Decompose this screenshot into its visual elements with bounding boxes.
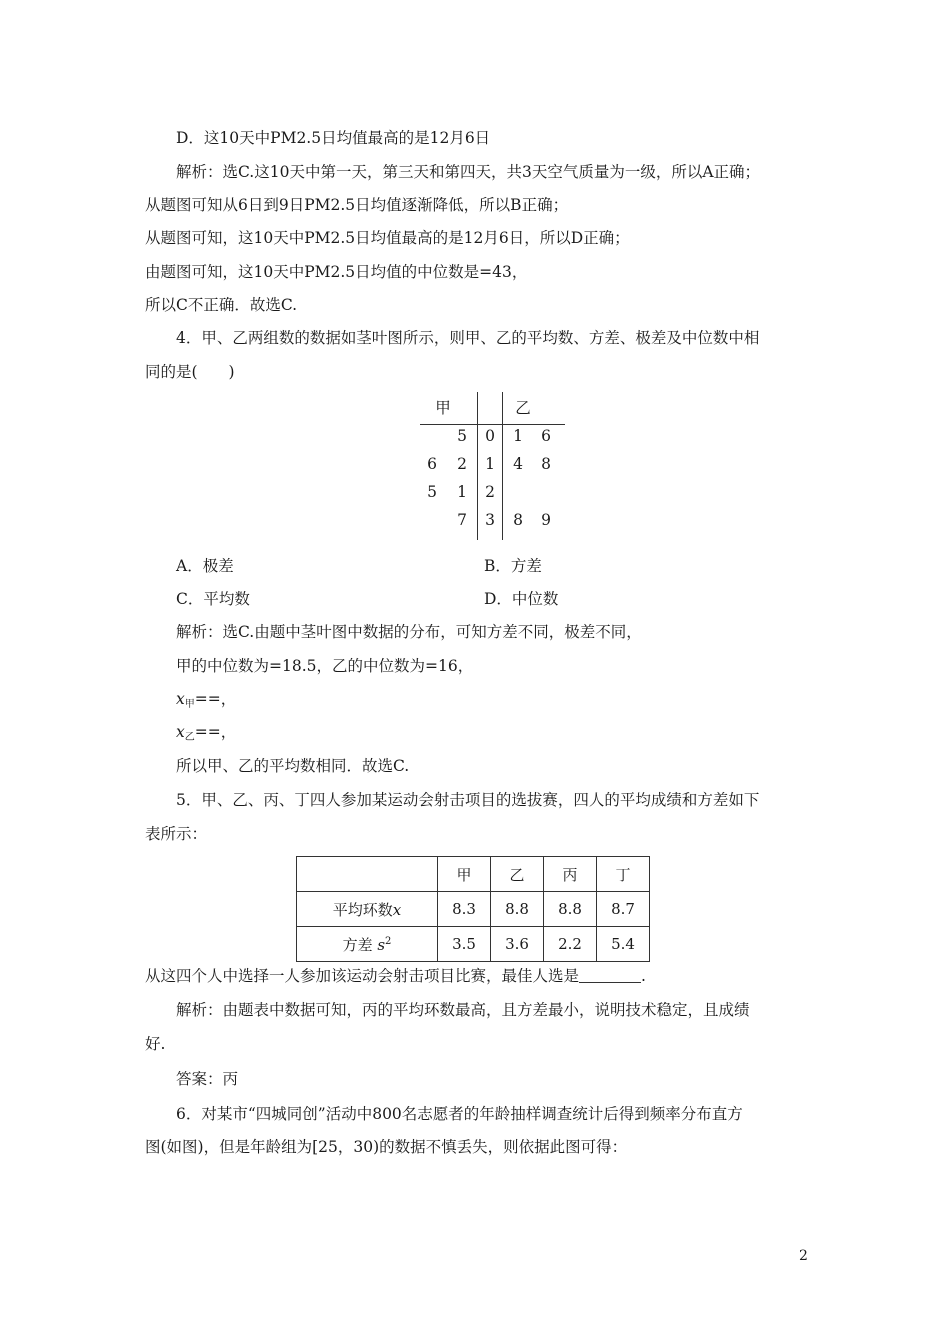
q5-question	[145, 966, 646, 986]
table-header: 乙	[491, 857, 544, 892]
table-cell: 8.8	[544, 892, 597, 927]
q4-option-d: D．中位数	[484, 590, 559, 608]
row-label	[297, 892, 438, 927]
stem-value: 3	[485, 511, 495, 529]
stem-leaf-divider	[477, 392, 478, 540]
table-header: 甲	[438, 857, 491, 892]
page-number: 2	[799, 1248, 808, 1264]
table-cell: 8.8	[491, 892, 544, 927]
score-table	[296, 856, 650, 962]
mean-sub: 乙	[184, 732, 195, 743]
table-corner	[297, 857, 438, 892]
q3-analysis-line: 从题图可知，这10天中PM2.5日均值最高的是12月6日，所以D正确；	[145, 229, 630, 247]
answer-blank	[579, 968, 641, 983]
q3-analysis-line: 由题图可知，这10天中PM2.5日均值的中位数是=43，	[145, 263, 528, 281]
table-cell: 5.4	[597, 927, 650, 962]
row-label-sup: 2	[385, 935, 392, 947]
leaf-right: 8	[513, 511, 523, 529]
q4-stem-cont: 同的是( )	[145, 363, 235, 381]
q5-question-end: .	[641, 967, 646, 985]
leaf-right: 9	[541, 511, 551, 529]
mean-eq: ==，	[194, 690, 237, 708]
stem-leaf-plot	[420, 392, 565, 542]
leaf-left: 5	[427, 483, 437, 501]
stem-leaf-left-header: 甲	[435, 399, 451, 417]
row-label-text: 平均环数	[332, 900, 393, 919]
q5-answer: 答案：丙	[176, 1070, 239, 1088]
leaf-right: 6	[541, 427, 551, 445]
table-row	[297, 892, 650, 927]
q3-analysis-line: 解析：选C.这10天中第一天，第三天和第四天，共3天空气质量为一级，所以A正确；	[176, 163, 761, 181]
table-cell: 3.5	[438, 927, 491, 962]
leaf-left: 1	[457, 483, 467, 501]
table-cell: 3.6	[491, 927, 544, 962]
q4-mean-yi	[176, 722, 236, 748]
q4-conclusion: 所以甲、乙的平均数相同．故选C.	[176, 757, 410, 775]
leaf-left: 2	[457, 455, 467, 473]
q6-stem: 6．对某市“四城同创”活动中800名志愿者的年龄抽样调查统计后得到频率分布直方	[176, 1105, 743, 1123]
stem-leaf-right-header: 乙	[515, 399, 531, 417]
table-header-row	[297, 857, 650, 892]
q5-stem: 5．甲、乙、丙、丁四人参加某运动会射击项目的选拔赛，四人的平均成绩和方差如下	[176, 791, 760, 809]
q5-stem-cont: 表所示：	[145, 825, 208, 843]
q4-stem: 4．甲、乙两组数的数据如茎叶图所示，则甲、乙的平均数、方差、极差及中位数中相	[176, 329, 760, 347]
q3-analysis-line: 所以C不正确．故选C.	[145, 296, 298, 314]
row-label-text: 方差	[342, 935, 378, 954]
row-label-var: s	[377, 935, 386, 954]
stem-value: 1	[485, 455, 495, 473]
stem-leaf-header-rule	[420, 424, 565, 425]
table-header: 丁	[597, 857, 650, 892]
stem-value: 0	[485, 427, 495, 445]
row-label	[297, 927, 438, 962]
mean-sub: 甲	[184, 699, 195, 710]
mean-eq: ==，	[194, 723, 237, 741]
table-header: 丙	[544, 857, 597, 892]
leaf-right: 8	[541, 455, 551, 473]
q3-option-d: D．这10天中PM2.5日均值最高的是12月6日	[176, 129, 491, 147]
q4-option-c: C．平均数	[176, 590, 250, 608]
q4-option-b: B．方差	[484, 557, 542, 575]
q5-question-text: 从这四个人中选择一人参加该运动会射击项目比赛，最佳人选是	[145, 967, 580, 985]
table-cell: 8.3	[438, 892, 491, 927]
q6-stem-cont: 图(如图)，但是年龄组为[25，30)的数据不慎丢失，则依据此图可得：	[145, 1138, 628, 1156]
stem-leaf-divider	[502, 392, 503, 540]
table-row	[297, 927, 650, 962]
leaf-right: 4	[513, 455, 523, 473]
row-label-var: x	[392, 900, 402, 919]
q4-analysis: 解析：选C.由题中茎叶图中数据的分布，可知方差不同，极差不同，	[176, 623, 642, 641]
leaf-right: 1	[513, 427, 523, 445]
q5-analysis-cont: 好.	[145, 1035, 166, 1053]
q4-option-a: A．极差	[176, 557, 234, 575]
leaf-left: 5	[457, 427, 467, 445]
q4-median-line: 甲的中位数为=18.5，乙的中位数为=16，	[176, 657, 474, 675]
table-cell: 2.2	[544, 927, 597, 962]
leaf-left: 6	[427, 455, 437, 473]
q4-mean-jia	[176, 689, 236, 715]
table-cell: 8.7	[597, 892, 650, 927]
q3-analysis-line: 从题图可知从6日到9日PM2.5日均值逐渐降低，所以B正确；	[145, 196, 569, 214]
stem-value: 2	[485, 483, 495, 501]
q5-analysis: 解析：由题表中数据可知，丙的平均环数最高，且方差最小，说明技术稳定，且成绩	[176, 1001, 750, 1019]
mean-var: x	[176, 723, 185, 741]
mean-var: x	[176, 690, 185, 708]
leaf-left: 7	[457, 511, 467, 529]
